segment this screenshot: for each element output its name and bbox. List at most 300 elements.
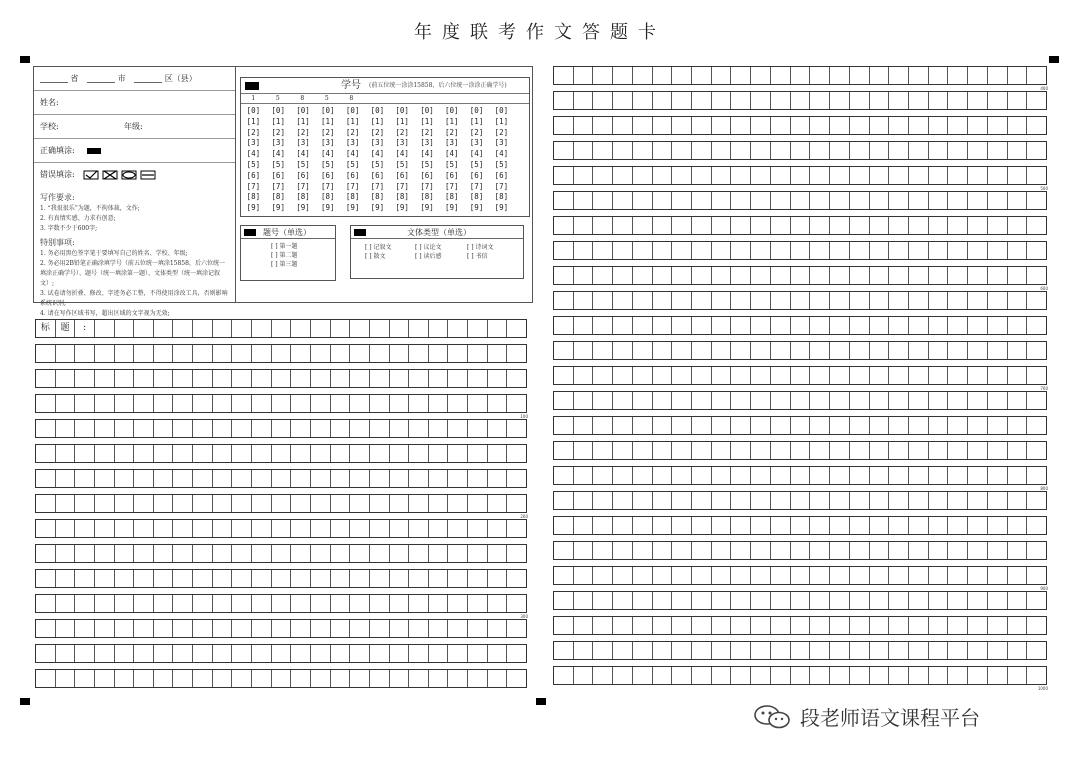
writing-cell[interactable] [791,667,811,684]
writing-cell[interactable] [36,645,56,662]
writing-cell[interactable] [692,117,712,134]
writing-cell[interactable] [252,445,272,462]
id-bubble[interactable]: [2] [271,127,285,137]
writing-cell[interactable] [115,645,135,662]
writing-cell[interactable] [134,620,154,637]
id-bubble[interactable]: [6] [494,170,509,180]
writing-cell[interactable] [429,495,449,512]
writing-cell[interactable] [291,495,311,512]
writing-cell[interactable] [1008,467,1028,484]
writing-cell[interactable] [613,267,633,284]
writing-cell[interactable] [213,595,233,612]
writing-cell[interactable] [370,495,390,512]
writing-cell[interactable] [771,92,791,109]
writing-cell[interactable] [1027,467,1046,484]
writing-cell[interactable] [712,492,732,509]
id-bubble[interactable]: [4] [246,149,261,159]
writing-cell[interactable] [75,495,95,512]
writing-cell[interactable] [712,217,732,234]
writing-cell[interactable] [1008,592,1028,609]
writing-cell[interactable] [712,467,732,484]
id-bubble[interactable]: [1] [494,116,509,126]
writing-cell[interactable] [909,667,929,684]
writing-cell[interactable] [712,367,732,384]
writing-cell[interactable] [889,317,909,334]
writing-cell[interactable] [751,567,771,584]
writing-cell[interactable] [692,317,712,334]
writing-cell[interactable] [507,645,526,662]
writing-cell[interactable] [909,92,929,109]
writing-cell[interactable] [870,567,890,584]
writing-cell[interactable] [968,417,988,434]
writing-cell[interactable] [613,442,633,459]
writing-cell[interactable] [830,317,850,334]
writing-cell[interactable] [968,567,988,584]
writing-cell[interactable] [830,217,850,234]
genre-option[interactable]: [ ] 诗词文 [467,244,494,251]
writing-cell[interactable] [791,267,811,284]
writing-cell[interactable] [751,642,771,659]
writing-cell[interactable] [1008,567,1028,584]
writing-cell[interactable] [75,370,95,387]
writing-cell[interactable] [311,345,331,362]
writing-cell[interactable] [929,392,949,409]
writing-cell[interactable] [409,495,429,512]
writing-cell[interactable] [311,645,331,662]
writing-cell[interactable] [731,242,751,259]
writing-cell[interactable] [252,470,272,487]
id-bubble[interactable]: [8] [345,192,360,202]
id-bubble[interactable]: [9] [395,203,409,213]
writing-cell[interactable] [350,670,370,687]
id-bubble[interactable]: [5] [345,159,360,169]
id-bubble[interactable]: [3] [494,138,509,148]
writing-cell[interactable] [507,670,526,687]
writing-cell[interactable] [909,342,929,359]
writing-cell[interactable] [370,370,390,387]
writing-cell[interactable] [870,342,890,359]
writing-cell[interactable] [731,467,751,484]
writing-cell[interactable] [390,620,410,637]
writing-cell[interactable] [574,67,594,84]
writing-cell[interactable] [613,617,633,634]
writing-cell[interactable] [948,192,968,209]
writing-cell[interactable] [193,570,213,587]
writing-cell[interactable] [909,392,929,409]
writing-cell[interactable] [134,595,154,612]
writing-cell[interactable] [370,470,390,487]
writing-cell[interactable] [134,395,154,412]
writing-cell[interactable] [929,592,949,609]
writing-cell[interactable] [232,570,252,587]
id-bubble[interactable]: [5] [296,159,310,169]
id-bubble[interactable]: [6] [321,170,335,180]
writing-cell[interactable] [75,620,95,637]
writing-cell[interactable] [751,367,771,384]
id-bubble[interactable]: [3] [246,138,261,148]
writing-cell[interactable] [554,317,574,334]
writing-cell[interactable] [1008,342,1028,359]
writing-cell[interactable] [36,670,56,687]
writing-cell[interactable] [653,342,673,359]
writing-cell[interactable] [672,67,692,84]
writing-cell[interactable] [56,495,76,512]
writing-cell[interactable] [429,520,449,537]
writing-cell[interactable] [252,595,272,612]
writing-cell[interactable] [1027,292,1046,309]
id-bubble[interactable]: [2] [296,127,310,137]
writing-cell[interactable] [350,570,370,587]
writing-cell[interactable] [968,517,988,534]
writing-cell[interactable] [988,242,1008,259]
writing-cell[interactable] [613,492,633,509]
writing-cell[interactable] [771,567,791,584]
writing-cell[interactable] [311,595,331,612]
writing-cell[interactable] [488,570,508,587]
writing-cell[interactable] [633,342,653,359]
writing-cell[interactable] [1027,667,1046,684]
writing-cell[interactable] [968,367,988,384]
writing-cell[interactable] [712,617,732,634]
writing-cell[interactable] [36,620,56,637]
writing-cell[interactable] [889,367,909,384]
writing-cell[interactable] [507,470,526,487]
writing-cell[interactable] [810,117,830,134]
writing-cell[interactable] [613,142,633,159]
writing-cell[interactable] [1027,342,1046,359]
writing-cell[interactable] [672,217,692,234]
writing-cell[interactable] [468,670,488,687]
writing-cell[interactable] [948,142,968,159]
writing-cell[interactable] [574,392,594,409]
writing-cell[interactable] [448,445,468,462]
id-bubble[interactable]: [7] [469,181,484,191]
writing-cell[interactable] [909,542,929,559]
writing-cell[interactable] [593,567,613,584]
writing-cell[interactable] [554,442,574,459]
writing-cell[interactable] [1027,442,1046,459]
writing-cell[interactable] [791,467,811,484]
writing-cell[interactable] [554,592,574,609]
writing-cell[interactable] [95,495,115,512]
writing-cell[interactable] [791,617,811,634]
writing-cell[interactable] [791,92,811,109]
writing-cell[interactable] [252,670,272,687]
writing-cell[interactable] [252,495,272,512]
writing-cell[interactable] [75,395,95,412]
writing-cell[interactable] [370,520,390,537]
writing-cell[interactable] [232,445,252,462]
writing-cell[interactable] [593,117,613,134]
id-bubble[interactable]: [4] [420,149,434,159]
writing-cell[interactable] [672,467,692,484]
writing-cell[interactable] [968,92,988,109]
writing-cell[interactable] [909,592,929,609]
writing-cell[interactable] [810,392,830,409]
writing-cell[interactable] [554,517,574,534]
writing-cell[interactable] [613,467,633,484]
writing-cell[interactable] [672,317,692,334]
writing-cell[interactable] [988,117,1008,134]
writing-cell[interactable] [350,495,370,512]
writing-cell[interactable] [370,595,390,612]
writing-cell[interactable] [193,545,213,562]
writing-cell[interactable] [75,645,95,662]
writing-cell[interactable] [390,545,410,562]
writing-cell[interactable] [929,142,949,159]
writing-cell[interactable] [115,345,135,362]
writing-cell[interactable] [429,395,449,412]
id-bubble[interactable]: [7] [395,181,409,191]
question-option[interactable]: [ ] 第一题 [271,243,298,250]
writing-cell[interactable] [574,292,594,309]
id-bubble[interactable]: [3] [420,138,434,148]
writing-cell[interactable] [95,645,115,662]
writing-cell[interactable] [633,467,653,484]
writing-cell[interactable] [672,167,692,184]
writing-cell[interactable] [948,467,968,484]
writing-cell[interactable] [968,442,988,459]
writing-cell[interactable] [409,520,429,537]
writing-cell[interactable] [507,320,526,337]
id-bubble[interactable]: [0] [395,106,409,115]
writing-cell[interactable] [771,667,791,684]
writing-cell[interactable] [291,345,311,362]
writing-cell[interactable] [554,492,574,509]
writing-cell[interactable] [633,417,653,434]
writing-cell[interactable] [36,570,56,587]
writing-cell[interactable] [613,317,633,334]
id-bubble[interactable]: [0] [370,106,385,115]
writing-cell[interactable] [653,367,673,384]
writing-cell[interactable] [1008,392,1028,409]
writing-cell[interactable] [448,595,468,612]
writing-cell[interactable] [232,645,252,662]
writing-cell[interactable] [633,192,653,209]
writing-cell[interactable] [574,92,594,109]
writing-cell[interactable] [252,420,272,437]
writing-cell[interactable] [791,167,811,184]
id-bubble[interactable]: [9] [296,203,310,213]
writing-cell[interactable] [1008,267,1028,284]
writing-cell[interactable] [870,417,890,434]
id-bubble[interactable]: [2] [370,127,385,137]
writing-cell[interactable] [712,667,732,684]
writing-cell[interactable] [193,670,213,687]
writing-cell[interactable] [252,645,272,662]
writing-cell[interactable] [731,542,751,559]
writing-cell[interactable] [291,320,311,337]
id-bubble[interactable]: [5] [370,159,385,169]
writing-cell[interactable] [56,520,76,537]
writing-cell[interactable] [1008,667,1028,684]
writing-cell[interactable] [692,417,712,434]
writing-cell[interactable] [95,320,115,337]
writing-cell[interactable] [751,217,771,234]
writing-cell[interactable] [593,67,613,84]
writing-cell[interactable] [593,467,613,484]
id-bubble[interactable]: [6] [420,170,434,180]
writing-cell[interactable] [870,367,890,384]
writing-cell[interactable] [429,620,449,637]
writing-cell[interactable] [929,267,949,284]
writing-cell[interactable] [810,442,830,459]
writing-cell[interactable] [988,617,1008,634]
writing-cell[interactable] [350,545,370,562]
writing-cell[interactable] [613,92,633,109]
writing-cell[interactable] [988,542,1008,559]
writing-cell[interactable] [56,370,76,387]
writing-cell[interactable] [771,292,791,309]
writing-cell[interactable] [929,467,949,484]
writing-cell[interactable] [272,420,292,437]
writing-cell[interactable] [272,670,292,687]
writing-cell[interactable] [409,570,429,587]
writing-cell[interactable] [507,570,526,587]
writing-cell[interactable] [653,242,673,259]
writing-cell[interactable] [574,217,594,234]
writing-cell[interactable] [468,445,488,462]
id-bubble[interactable]: [9] [321,203,335,213]
writing-cell[interactable] [712,567,732,584]
writing-cell[interactable] [948,492,968,509]
writing-cell[interactable] [574,417,594,434]
writing-cell[interactable] [232,345,252,362]
writing-cell[interactable] [331,320,351,337]
writing-cell[interactable] [115,495,135,512]
writing-cell[interactable] [488,320,508,337]
writing-cell[interactable] [672,292,692,309]
writing-cell[interactable] [870,542,890,559]
writing-cell[interactable] [488,595,508,612]
writing-cell[interactable] [929,667,949,684]
id-bubble[interactable]: [1] [321,116,335,126]
id-bubble[interactable]: [3] [370,138,385,148]
id-bubble[interactable]: [7] [321,181,335,191]
writing-cell[interactable] [1008,67,1028,84]
writing-cell[interactable] [134,670,154,687]
writing-cell[interactable] [751,592,771,609]
id-bubble[interactable]: [3] [345,138,360,148]
writing-cell[interactable] [870,667,890,684]
writing-cell[interactable] [448,520,468,537]
writing-cell[interactable] [633,367,653,384]
writing-cell[interactable] [712,242,732,259]
writing-cell[interactable] [929,642,949,659]
writing-cell[interactable] [554,242,574,259]
writing-cell[interactable] [488,370,508,387]
writing-cell[interactable] [712,67,732,84]
writing-cell[interactable] [75,520,95,537]
writing-cell[interactable] [771,167,791,184]
writing-cell[interactable] [173,620,193,637]
writing-cell[interactable] [929,367,949,384]
writing-cell[interactable] [692,467,712,484]
writing-cell[interactable] [850,342,870,359]
writing-cell[interactable] [448,395,468,412]
writing-cell[interactable] [712,542,732,559]
writing-cell[interactable] [488,395,508,412]
writing-cell[interactable] [889,67,909,84]
writing-cell[interactable] [554,392,574,409]
writing-cell[interactable] [712,417,732,434]
writing-cell[interactable] [929,117,949,134]
writing-cell[interactable] [390,445,410,462]
writing-cell[interactable] [370,395,390,412]
name-field[interactable] [34,91,235,115]
writing-cell[interactable] [468,470,488,487]
writing-cell[interactable] [613,117,633,134]
writing-cell[interactable] [988,367,1008,384]
writing-cell[interactable] [429,570,449,587]
writing-cell[interactable] [291,620,311,637]
writing-cell[interactable] [870,117,890,134]
writing-cell[interactable] [574,117,594,134]
writing-cell[interactable] [731,642,751,659]
writing-cell[interactable] [791,292,811,309]
id-bubble[interactable]: [4] [370,149,385,159]
writing-cell[interactable] [929,417,949,434]
writing-cell[interactable] [115,470,135,487]
writing-cell[interactable] [850,267,870,284]
writing-cell[interactable] [488,520,508,537]
writing-cell[interactable] [154,345,174,362]
writing-cell[interactable] [56,445,76,462]
writing-cell[interactable] [429,420,449,437]
writing-cell[interactable] [791,517,811,534]
id-bubble[interactable]: [0] [246,106,261,115]
writing-cell[interactable] [870,167,890,184]
writing-cell[interactable] [409,545,429,562]
writing-cell[interactable] [830,167,850,184]
writing-cell[interactable] [731,367,751,384]
writing-cell[interactable] [692,192,712,209]
writing-cell[interactable] [1027,217,1046,234]
writing-cell[interactable] [653,267,673,284]
writing-cell[interactable] [448,470,468,487]
writing-cell[interactable] [252,320,272,337]
writing-cell[interactable] [56,570,76,587]
writing-cell[interactable] [574,142,594,159]
writing-cell[interactable] [771,617,791,634]
writing-cell[interactable] [791,417,811,434]
writing-cell[interactable] [593,167,613,184]
writing-cell[interactable] [653,592,673,609]
writing-cell[interactable] [653,417,673,434]
writing-cell[interactable] [95,345,115,362]
id-bubble[interactable]: [3] [321,138,335,148]
writing-cell[interactable] [1008,217,1028,234]
writing-cell[interactable] [929,292,949,309]
writing-cell[interactable] [672,142,692,159]
writing-cell[interactable] [830,192,850,209]
writing-cell[interactable] [272,545,292,562]
writing-cell[interactable] [311,620,331,637]
writing-cell[interactable] [751,392,771,409]
writing-cell[interactable] [909,292,929,309]
writing-cell[interactable] [154,520,174,537]
writing-cell[interactable] [574,542,594,559]
writing-cell[interactable] [988,592,1008,609]
writing-cell[interactable] [692,167,712,184]
writing-cell[interactable] [672,442,692,459]
writing-cell[interactable] [36,470,56,487]
id-bubble[interactable]: [7] [445,181,459,191]
writing-cell[interactable] [173,320,193,337]
writing-cell[interactable] [448,670,468,687]
writing-cell[interactable] [948,517,968,534]
writing-cell[interactable] [929,317,949,334]
